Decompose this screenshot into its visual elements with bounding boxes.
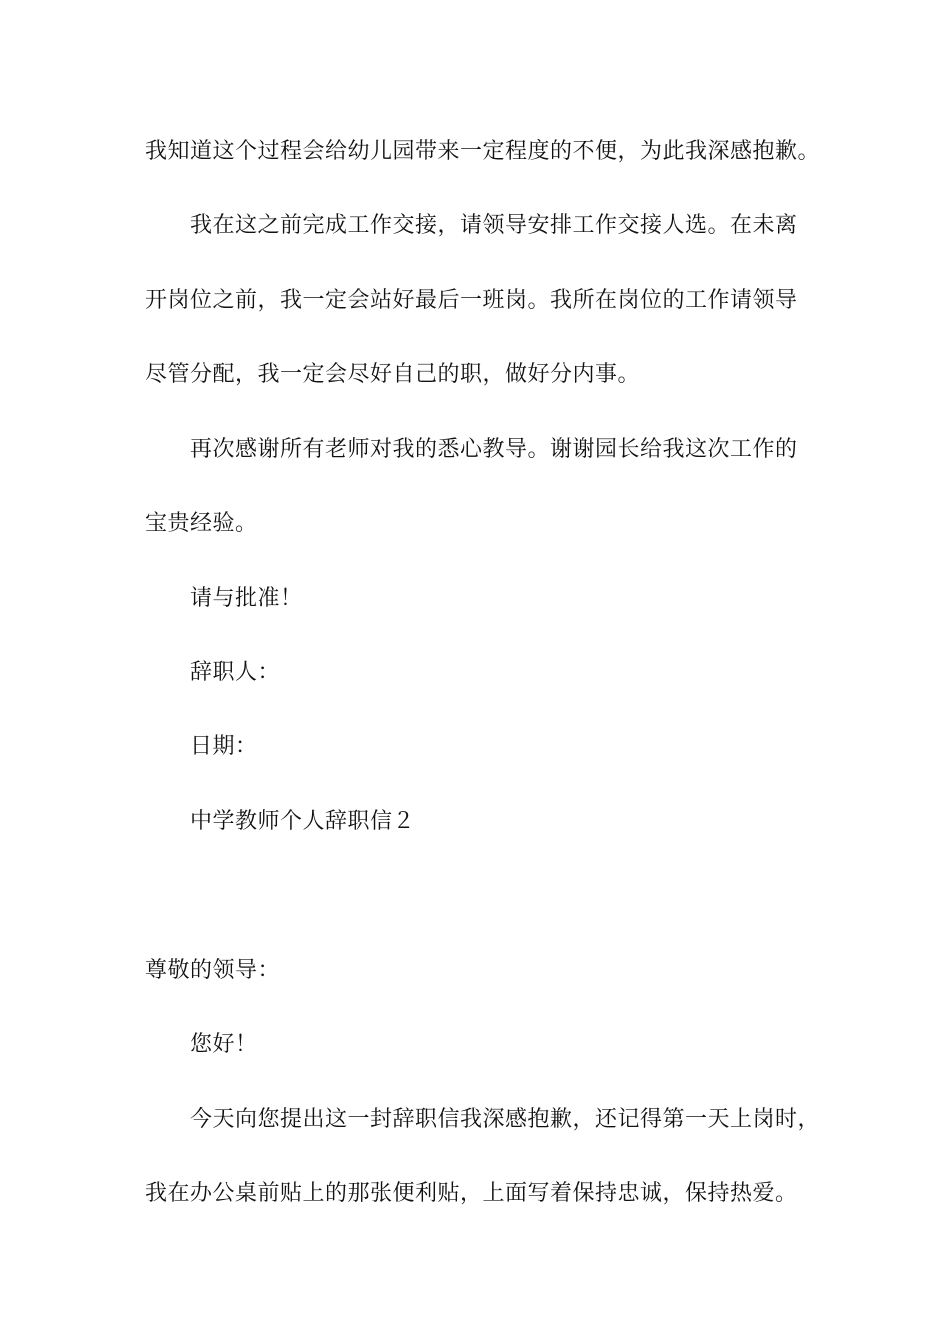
paragraph-line: 尽管分配，我一定会尽好自己的职，做好分内事。 [145,362,641,387]
paragraph-line: 我知道这个过程会给幼儿园带来一定程度的不便，为此我深感抱歉。 [145,139,821,164]
paragraph-line: 开岗位之前，我一定会站好最后一班岗。我所在岗位的工作请领导 [145,288,798,313]
paragraph-line: 再次感谢所有老师对我的悉心教导。谢谢园长给我这次工作的 [190,437,798,462]
section-title: 中学教师个人辞职信２ [190,809,416,834]
paragraph-line: 宝贵经验。 [145,511,258,536]
closing-request: 请与批准！ [190,586,303,611]
paragraph-line: 今天向您提出这一封辞职信我深感抱歉，还记得第一天上岗时， [190,1107,821,1132]
paragraph-line: 我在这之前完成工作交接，请领导安排工作交接人选。在未离 [190,213,798,238]
greeting: 您好！ [190,1032,258,1057]
date-label: 日期： [190,734,258,759]
signature-label: 辞职人： [190,660,281,685]
salutation: 尊敬的领导： [145,958,281,983]
paragraph-line: 我在办公桌前贴上的那张便利贴，上面写着保持忠诚，保持热爱。 [145,1181,798,1206]
